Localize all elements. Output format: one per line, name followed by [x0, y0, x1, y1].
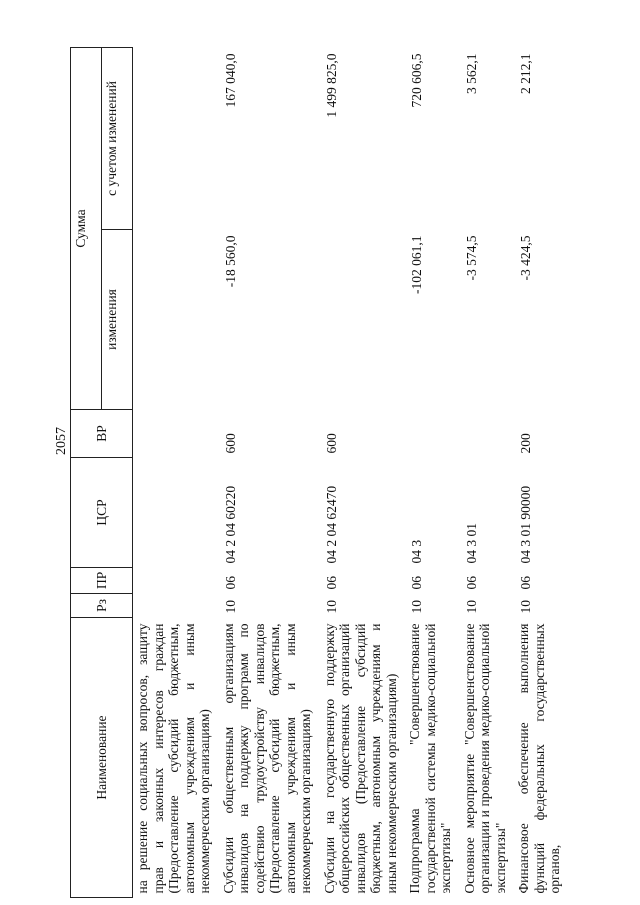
row-rz: 10 — [222, 600, 238, 614]
row-csr: 04 3 01 — [463, 523, 479, 564]
row-s-uchetom — [133, 47, 219, 229]
header-izmeneniya: изменения — [102, 230, 133, 410]
row-name: Субсидии на государственную поддержку общероссийских общественных организаций инвалидов (Предоставление субсидий бюджетным, автономным учреждениям и иным некоммерческим организациям) — [321, 623, 399, 894]
header-csr: ЦСР — [71, 458, 133, 568]
row-izmeneniya: -18 560,0 — [222, 235, 238, 288]
header-summa: Сумма — [71, 47, 102, 409]
header-rz: Рз — [71, 594, 133, 618]
row-s-uchetom: 3 562,1 — [463, 53, 479, 94]
row-s-uchetom: 1 499 825,0 — [323, 53, 339, 118]
row-rz: 10 — [323, 600, 339, 614]
table-row — [219, 47, 320, 897]
row-vr — [405, 410, 460, 458]
row-pr: 06 — [222, 576, 238, 590]
budget-table — [70, 47, 569, 898]
header-name: Наименование — [71, 618, 133, 898]
table-row — [514, 47, 569, 897]
row-izmeneniya: -102 061,1 — [409, 235, 424, 294]
row-s-uchetom: 2 212,1 — [518, 53, 533, 94]
row-name: на решение социальных вопросов, защиту прав и законных интересов граждан (Предоставление субсидий бюджетным, автономным учреждениям и иным некоммерческим организациям) — [135, 623, 212, 894]
row-name: Подпрограмма "Совершенствование государственной системы медико-социальной экспертизы" — [407, 623, 453, 894]
row-s-uchetom: 167 040,0 — [222, 53, 238, 108]
row-name: Субсидии общественным организациям инвалидов на поддержку программ по содействию трудоустройству инвалидов (Предоставление субсидий бюджетным, автономным учреждениям и иным некоммерческим организациям) — [220, 623, 313, 894]
row-vr: 600 — [323, 433, 339, 454]
row-rz: 10 — [409, 600, 424, 614]
row-name: Основное мероприятие "Совершенствование организации и проведения медико-социальной экспертизы" — [461, 623, 508, 894]
header-s-uchetom: с учетом изменений — [102, 47, 133, 229]
row-izmeneniya — [133, 230, 219, 410]
row-pr: 06 — [409, 576, 424, 590]
row-vr — [133, 410, 219, 458]
row-csr: 04 2 04 60220 — [222, 485, 238, 564]
header-vr: ВР — [71, 410, 133, 458]
table-row — [460, 47, 515, 897]
row-csr: 04 2 04 62470 — [323, 485, 339, 564]
row-vr: 200 — [518, 433, 533, 454]
page-number: 2057 — [54, 427, 69, 455]
row-csr — [133, 458, 219, 568]
document-table-region — [70, 48, 610, 898]
row-izmeneniya — [320, 230, 406, 410]
row-pr: 06 — [463, 576, 479, 590]
table-row — [133, 47, 219, 897]
row-vr: 600 — [222, 433, 238, 454]
row-izmeneniya: -3 574,5 — [463, 235, 479, 281]
row-rz: 10 — [518, 600, 533, 614]
header-pr: ПР — [71, 568, 133, 594]
row-izmeneniya: -3 424,5 — [518, 235, 533, 281]
row-vr — [460, 410, 515, 458]
row-pr: 06 — [518, 576, 533, 590]
table-row — [320, 47, 406, 897]
row-pr — [133, 568, 219, 594]
row-csr: 04 3 01 90000 — [518, 485, 533, 564]
row-csr: 04 3 — [409, 539, 424, 564]
row-s-uchetom: 720 606,5 — [409, 53, 424, 108]
row-name: Финансовое обеспечение выполнения функций федеральных государственных органов, — [516, 623, 562, 894]
table-row — [405, 47, 460, 897]
row-rz: 10 — [463, 600, 479, 614]
row-pr: 06 — [323, 576, 339, 590]
row-rz — [133, 594, 219, 618]
